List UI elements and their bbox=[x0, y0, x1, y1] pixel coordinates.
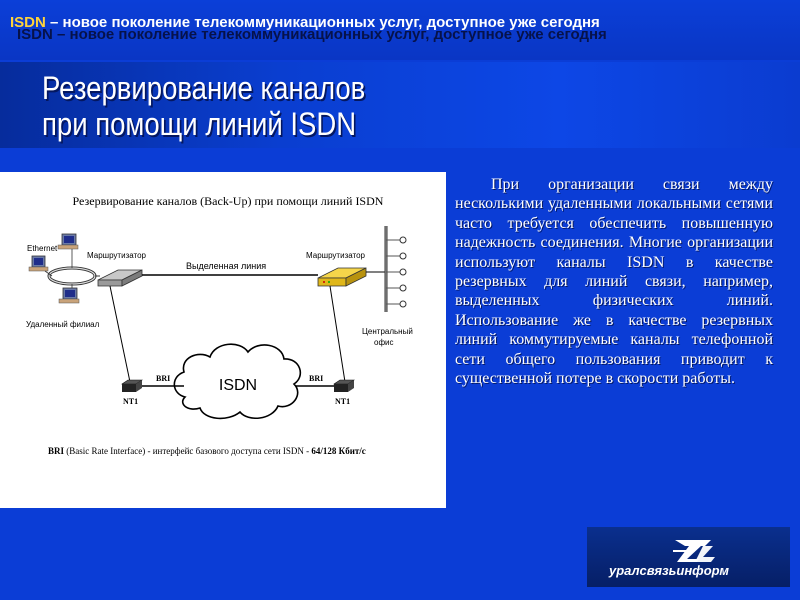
company-logo bbox=[587, 527, 790, 587]
router-left-icon bbox=[98, 270, 142, 286]
ethernet-label: Ethernet bbox=[27, 244, 58, 253]
computer-icon bbox=[29, 256, 52, 276]
header-shadow-text: ISDN – новое поколение телекоммуникационных услуг, доступное уже сегодня bbox=[17, 26, 607, 43]
slide-title bbox=[42, 70, 365, 142]
title-line-1: Резервирование каналов bbox=[42, 70, 366, 106]
footnote-bri: BRI bbox=[48, 446, 65, 456]
company-logo-icon bbox=[587, 527, 790, 587]
router-right-icon bbox=[318, 268, 366, 286]
footnote-speed: 64/128 Кбит/с bbox=[311, 446, 366, 456]
central-office-label-1: Центральный bbox=[362, 327, 413, 336]
computer-icon bbox=[58, 234, 78, 268]
header-accent: ISDN bbox=[10, 14, 46, 31]
computer-icon bbox=[59, 284, 79, 303]
diagram-caption: Резервирование каналов (Back-Up) при помощи линий ISDN bbox=[72, 194, 384, 208]
isdn-cloud-label: ISDN bbox=[218, 377, 258, 394]
company-logo-text: уралсвязьинформ bbox=[609, 563, 730, 578]
network-diagram bbox=[0, 172, 446, 508]
router-right-label: Маршрутизатор bbox=[306, 251, 365, 260]
footnote-description: (Basic Rate Interface) - интерфейс базового доступа сети ISDN - bbox=[64, 446, 312, 456]
router-left-label: Маршрутизатор bbox=[87, 251, 146, 260]
header-rest: – новое поколение телекоммуникационных услуг, доступное уже сегодня bbox=[45, 14, 600, 31]
hub-ports bbox=[386, 237, 406, 307]
header-text bbox=[10, 14, 600, 31]
nt1-right-label: NT1 bbox=[335, 397, 351, 406]
bri-left-label: BRI bbox=[156, 374, 171, 383]
diagram-footnote bbox=[48, 446, 366, 456]
diagram-panel bbox=[0, 172, 446, 508]
remote-branch-label: Удаленный филиал bbox=[26, 320, 100, 329]
nt1-left-label: NT1 bbox=[123, 397, 139, 406]
nt1-right-icon bbox=[334, 380, 354, 392]
bri-right-label: BRI bbox=[309, 374, 324, 383]
central-office-label-2: офис bbox=[374, 338, 394, 347]
body-paragraph: При организации связи между несколькими удаленными локальными сетями часто требуется обеспечить повышенную надежность соединения. Многие организации используют каналы ISDN в качестве резервных для линий связи, например, выделенных физических линий. Использование же в качестве резервных линий коммутируемые каналы телефонной сети общего пользования приводит к существенной потере в скорости работы. bbox=[455, 176, 773, 388]
leased-line-label: Выделенная линия bbox=[186, 261, 267, 271]
nt1-left-icon bbox=[122, 380, 142, 392]
title-line-2: при помощи линий ISDN bbox=[42, 106, 357, 142]
